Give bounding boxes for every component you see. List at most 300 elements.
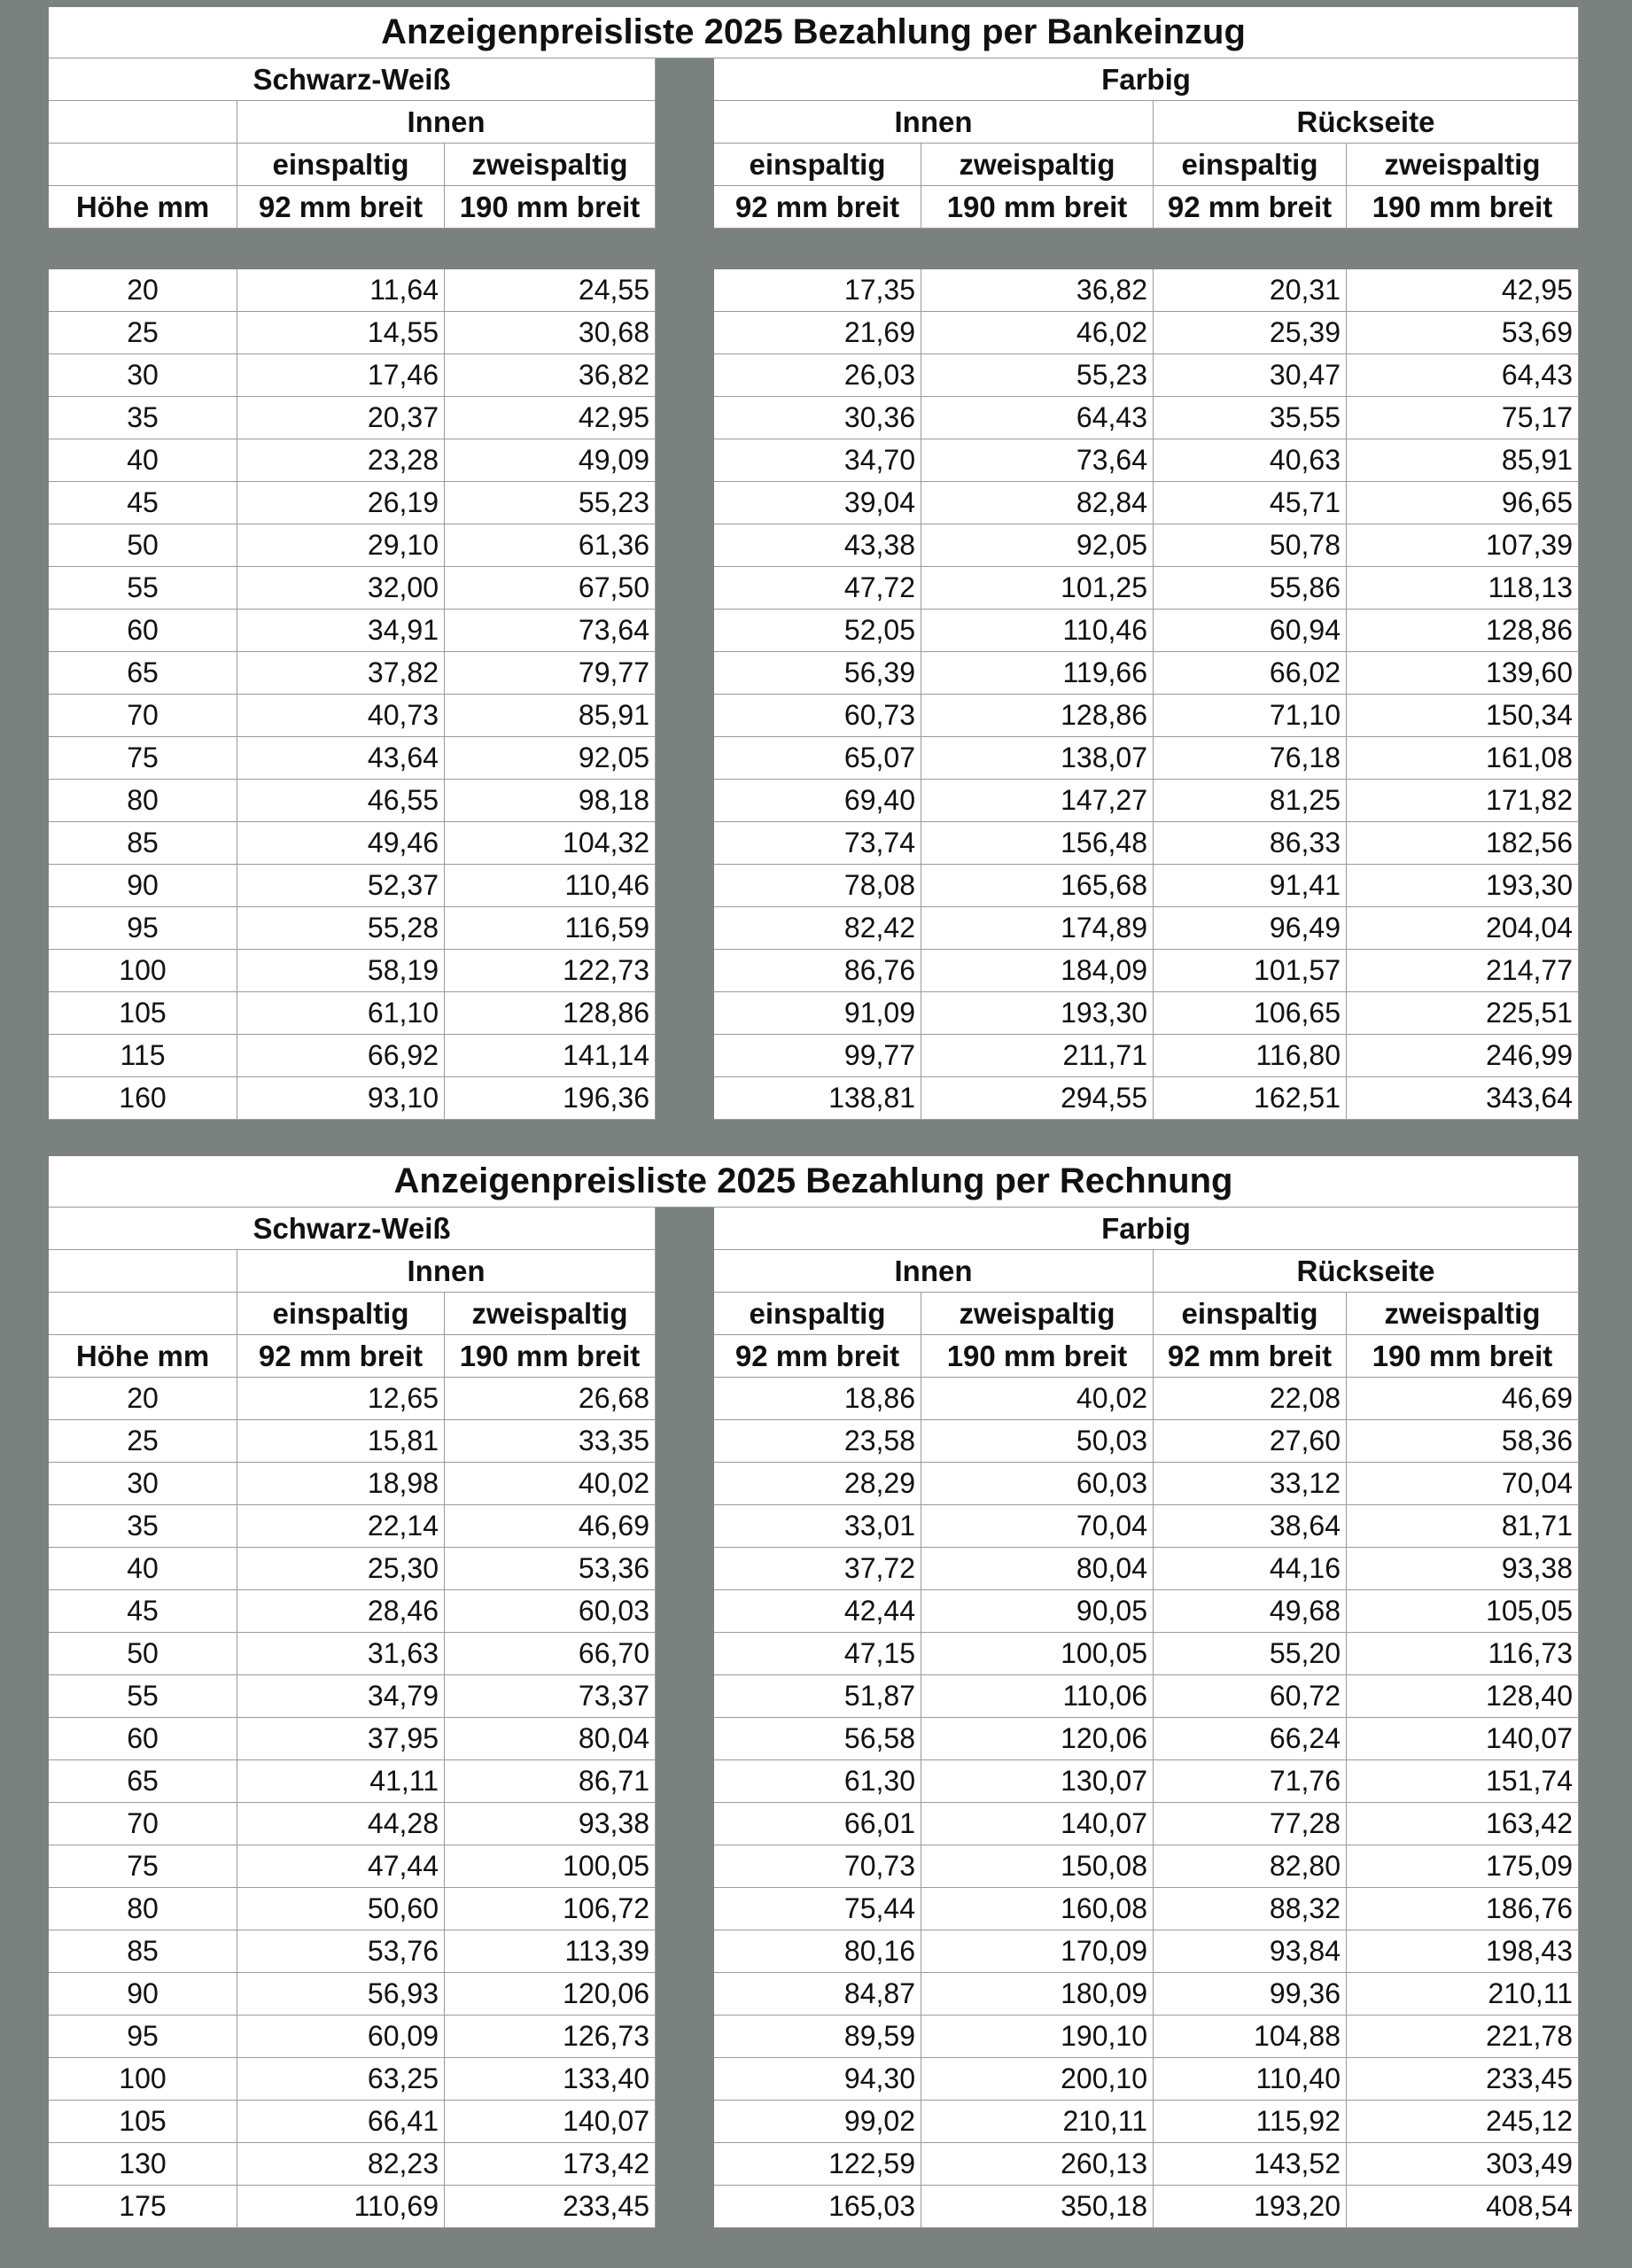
price-cell: 139,60 [1347,652,1579,695]
price-cell: 91,09 [714,992,921,1035]
price-cell: 81,25 [1154,780,1347,822]
price-cell: 73,64 [921,439,1154,482]
height-value: 20 [49,269,237,312]
price-cell: 101,25 [921,567,1154,610]
height-value: 65 [49,1760,237,1803]
height-value: 160 [49,1077,237,1120]
price-cell: 55,86 [1154,567,1347,610]
price-cell: 23,28 [237,439,445,482]
price-cell: 128,86 [445,992,656,1035]
price-cell: 55,23 [921,354,1154,397]
price-cell: 165,03 [714,2186,921,2228]
height-value: 70 [49,1803,237,1845]
price-cell: 110,06 [921,1675,1154,1718]
price-cell: 44,16 [1154,1548,1347,1590]
price-cell: 128,40 [1347,1675,1579,1718]
height-value: 130 [49,2143,237,2186]
price-cell: 150,34 [1347,695,1579,737]
price-cell: 37,95 [237,1718,445,1760]
price-cell: 80,04 [921,1548,1154,1590]
price-cell: 85,91 [445,695,656,737]
price-cell: 80,16 [714,1930,921,1973]
price-cell: 14,55 [237,312,445,354]
price-cell: 35,55 [1154,397,1347,439]
price-cell: 42,44 [714,1590,921,1633]
price-cell: 60,94 [1154,610,1347,652]
price-cell: 175,09 [1347,1845,1579,1888]
height-value: 65 [49,652,237,695]
price-cell: 92,05 [921,524,1154,567]
header-hoehe: Höhe mm [49,1335,237,1378]
price-cell: 210,11 [1347,1973,1579,2016]
price-cell: 66,24 [1154,1718,1347,1760]
price-cell: 31,63 [237,1633,445,1675]
price-cell: 89,59 [714,2016,921,2058]
price-cell: 115,92 [1154,2101,1347,2143]
price-cell: 90,05 [921,1590,1154,1633]
price-cell: 85,91 [1347,439,1579,482]
price-cell: 150,08 [921,1845,1154,1888]
price-cell: 221,78 [1347,2016,1579,2058]
price-cell: 26,19 [237,482,445,524]
price-cell: 28,46 [237,1590,445,1633]
price-cell: 96,49 [1154,907,1347,950]
price-cell: 37,82 [237,652,445,695]
price-cell: 200,10 [921,2058,1154,2101]
header-width-w92: 92 mm breit [1154,1335,1347,1378]
price-cell: 55,23 [445,482,656,524]
price-cell: 15,81 [237,1420,445,1463]
price-cell: 18,86 [714,1378,921,1420]
price-cell: 245,12 [1347,2101,1579,2143]
price-cell: 73,64 [445,610,656,652]
price-cell: 141,14 [445,1035,656,1077]
header-zweispaltig: zweispaltig [1347,1293,1579,1335]
price-cell: 52,05 [714,610,921,652]
height-value: 45 [49,482,237,524]
price-cell: 24,55 [445,269,656,312]
header-einspaltig: einspaltig [714,144,921,186]
price-cell: 303,49 [1347,2143,1579,2186]
price-cell: 69,40 [714,780,921,822]
price-cell: 186,76 [1347,1888,1579,1930]
price-cell: 170,09 [921,1930,1154,1973]
price-cell: 99,36 [1154,1973,1347,2016]
price-cell: 11,64 [237,269,445,312]
header-empty [49,1293,237,1335]
price-cell: 193,20 [1154,2186,1347,2228]
price-cell: 93,10 [237,1077,445,1120]
price-cell: 23,58 [714,1420,921,1463]
header-zweispaltig: zweispaltig [445,1293,656,1335]
price-cell: 101,57 [1154,950,1347,992]
price-cell: 46,69 [445,1505,656,1548]
price-cell: 40,02 [445,1463,656,1505]
price-cell: 60,73 [714,695,921,737]
height-value: 25 [49,312,237,354]
price-cell: 343,64 [1347,1077,1579,1120]
price-cell: 110,40 [1154,2058,1347,2101]
price-cell: 60,03 [445,1590,656,1633]
height-value: 35 [49,397,237,439]
height-value: 85 [49,1930,237,1973]
price-cell: 56,58 [714,1718,921,1760]
price-cell: 61,10 [237,992,445,1035]
price-cell: 110,69 [237,2186,445,2228]
price-cell: 60,03 [921,1463,1154,1505]
price-cell: 88,32 [1154,1888,1347,1930]
price-cell: 86,33 [1154,822,1347,865]
price-cell: 66,02 [1154,652,1347,695]
price-cell: 294,55 [921,1077,1154,1120]
price-cell: 73,74 [714,822,921,865]
height-value: 105 [49,992,237,1035]
header-rueckseite: Rückseite [1154,1250,1579,1293]
price-cell: 66,92 [237,1035,445,1077]
header-zweispaltig: zweispaltig [1347,144,1579,186]
price-cell: 61,36 [445,524,656,567]
price-cell: 93,38 [445,1803,656,1845]
price-cell: 190,10 [921,2016,1154,2058]
price-cell: 22,08 [1154,1378,1347,1420]
price-cell: 86,76 [714,950,921,992]
price-cell: 100,05 [445,1845,656,1888]
price-cell: 163,42 [1347,1803,1579,1845]
height-value: 35 [49,1505,237,1548]
header-width-w92: 92 mm breit [237,186,445,229]
price-cell: 79,77 [445,652,656,695]
height-value: 45 [49,1590,237,1633]
height-value: 70 [49,695,237,737]
price-cell: 37,72 [714,1548,921,1590]
price-cell: 58,19 [237,950,445,992]
price-cell: 46,02 [921,312,1154,354]
price-cell: 70,04 [921,1505,1154,1548]
price-cell: 49,46 [237,822,445,865]
height-value: 175 [49,2186,237,2228]
height-value: 115 [49,1035,237,1077]
height-value: 60 [49,1718,237,1760]
header-zweispaltig: zweispaltig [445,144,656,186]
height-value: 75 [49,737,237,780]
price-cell: 82,80 [1154,1845,1347,1888]
header-farbig: Farbig [714,58,1579,101]
header-divider [49,229,1579,269]
price-cell: 104,32 [445,822,656,865]
price-cell: 67,50 [445,567,656,610]
price-cell: 100,05 [921,1633,1154,1675]
price-cell: 180,09 [921,1973,1154,2016]
header-schwarz-weiss: Schwarz-Weiß [49,1208,656,1250]
price-cell: 61,30 [714,1760,921,1803]
price-cell: 78,08 [714,865,921,907]
price-cell: 44,28 [237,1803,445,1845]
price-cell: 20,37 [237,397,445,439]
price-cell: 42,95 [445,397,656,439]
price-cell: 82,84 [921,482,1154,524]
price-cell: 46,55 [237,780,445,822]
price-cell: 233,45 [1347,2058,1579,2101]
price-cell: 42,95 [1347,269,1579,312]
price-cell: 120,06 [921,1718,1154,1760]
price-cell: 225,51 [1347,992,1579,1035]
header-hoehe: Höhe mm [49,186,237,229]
header-width-w92: 92 mm breit [714,1335,921,1378]
header-empty [49,144,237,186]
height-value: 80 [49,780,237,822]
price-cell: 105,05 [1347,1590,1579,1633]
price-cell: 56,93 [237,1973,445,2016]
price-cell: 22,14 [237,1505,445,1548]
price-cell: 56,39 [714,652,921,695]
price-cell: 81,71 [1347,1505,1579,1548]
price-cell: 210,11 [921,2101,1154,2143]
price-cell: 173,42 [445,2143,656,2186]
header-width-w190: 190 mm breit [1347,186,1579,229]
header-width-w190: 190 mm breit [445,1335,656,1378]
price-cell: 77,28 [1154,1803,1347,1845]
height-value: 50 [49,1633,237,1675]
header-einspaltig: einspaltig [237,144,445,186]
header-width-w190: 190 mm breit [445,186,656,229]
height-value: 25 [49,1420,237,1463]
price-cell: 17,46 [237,354,445,397]
price-cell: 71,76 [1154,1760,1347,1803]
price-cell: 45,71 [1154,482,1347,524]
price-cell: 99,77 [714,1035,921,1077]
price-cell: 147,27 [921,780,1154,822]
price-cell: 55,28 [237,907,445,950]
price-cell: 32,00 [237,567,445,610]
price-cell: 98,18 [445,780,656,822]
price-cell: 33,12 [1154,1463,1347,1505]
price-cell: 182,56 [1347,822,1579,865]
price-cell: 66,70 [445,1633,656,1675]
height-value: 90 [49,1973,237,2016]
price-cell: 47,15 [714,1633,921,1675]
price-cell: 25,39 [1154,312,1347,354]
price-cell: 165,68 [921,865,1154,907]
height-value: 75 [49,1845,237,1888]
price-cell: 86,71 [445,1760,656,1803]
price-cell: 43,38 [714,524,921,567]
price-cell: 93,38 [1347,1548,1579,1590]
price-cell: 161,08 [1347,737,1579,780]
header-innen-farbig: Innen [714,101,1154,144]
price-cell: 140,07 [921,1803,1154,1845]
price-cell: 12,65 [237,1378,445,1420]
header-zweispaltig: zweispaltig [921,144,1154,186]
price-cell: 110,46 [921,610,1154,652]
price-cell: 40,73 [237,695,445,737]
price-cell: 143,52 [1154,2143,1347,2186]
price-cell: 193,30 [1347,865,1579,907]
price-cell: 162,51 [1154,1077,1347,1120]
header-farbig: Farbig [714,1208,1579,1250]
price-cell: 350,18 [921,2186,1154,2228]
height-value: 30 [49,354,237,397]
price-cell: 126,73 [445,2016,656,2058]
height-value: 50 [49,524,237,567]
price-cell: 214,77 [1347,950,1579,992]
price-cell: 160,08 [921,1888,1154,1930]
height-value: 30 [49,1463,237,1505]
price-cell: 66,41 [237,2101,445,2143]
height-value: 55 [49,567,237,610]
price-cell: 63,25 [237,2058,445,2101]
price-cell: 196,36 [445,1077,656,1120]
height-value: 20 [49,1378,237,1420]
price-cell: 133,40 [445,2058,656,2101]
price-cell: 60,09 [237,2016,445,2058]
header-rueckseite: Rückseite [1154,101,1579,144]
price-cell: 70,73 [714,1845,921,1888]
price-cell: 260,13 [921,2143,1154,2186]
price-cell: 36,82 [445,354,656,397]
header-schwarz-weiss: Schwarz-Weiß [49,58,656,101]
price-cell: 53,76 [237,1930,445,1973]
price-cell: 171,82 [1347,780,1579,822]
price-cell: 156,48 [921,822,1154,865]
price-cell: 116,73 [1347,1633,1579,1675]
price-cell: 65,07 [714,737,921,780]
price-cell: 118,13 [1347,567,1579,610]
price-cell: 47,44 [237,1845,445,1888]
header-einspaltig: einspaltig [237,1293,445,1335]
price-cell: 27,60 [1154,1420,1347,1463]
header-innen-farbig: Innen [714,1250,1154,1293]
price-cell: 140,07 [445,2101,656,2143]
price-cell: 49,09 [445,439,656,482]
price-cell: 99,02 [714,2101,921,2143]
price-cell: 30,68 [445,312,656,354]
price-cell: 26,03 [714,354,921,397]
header-einspaltig: einspaltig [714,1293,921,1335]
price-cell: 116,59 [445,907,656,950]
price-cell: 21,69 [714,312,921,354]
header-innen-bw: Innen [237,101,656,144]
header-width-w190: 190 mm breit [921,186,1154,229]
price-cell: 184,09 [921,950,1154,992]
price-cell: 58,36 [1347,1420,1579,1463]
price-cell: 66,01 [714,1803,921,1845]
header-empty [49,101,237,144]
price-cell: 93,84 [1154,1930,1347,1973]
price-cell: 211,71 [921,1035,1154,1077]
price-cell: 80,04 [445,1718,656,1760]
header-zweispaltig: zweispaltig [921,1293,1154,1335]
height-value: 55 [49,1675,237,1718]
price-cell: 233,45 [445,2186,656,2228]
price-cell: 33,01 [714,1505,921,1548]
price-cell: 140,07 [1347,1718,1579,1760]
column-divider [656,1208,714,2228]
header-width-w92: 92 mm breit [237,1335,445,1378]
price-cell: 40,63 [1154,439,1347,482]
price-cell: 18,98 [237,1463,445,1505]
price-cell: 91,41 [1154,865,1347,907]
price-cell: 75,17 [1347,397,1579,439]
price-cell: 55,20 [1154,1633,1347,1675]
price-cell: 50,78 [1154,524,1347,567]
price-cell: 34,70 [714,439,921,482]
header-einspaltig: einspaltig [1154,1293,1347,1335]
height-value: 105 [49,2101,237,2143]
price-cell: 82,23 [237,2143,445,2186]
height-value: 90 [49,865,237,907]
price-cell: 20,31 [1154,269,1347,312]
price-cell: 73,37 [445,1675,656,1718]
price-cell: 174,89 [921,907,1154,950]
table-title: Anzeigenpreisliste 2025 Bezahlung per Bankeinzug [49,7,1579,58]
price-cell: 128,86 [1347,610,1579,652]
price-cell: 53,36 [445,1548,656,1590]
price-cell: 130,07 [921,1760,1154,1803]
price-cell: 50,03 [921,1420,1154,1463]
header-empty [49,1250,237,1293]
height-value: 95 [49,907,237,950]
header-einspaltig: einspaltig [1154,144,1347,186]
height-value: 40 [49,1548,237,1590]
column-divider [656,58,714,1120]
height-value: 100 [49,2058,237,2101]
price-cell: 122,73 [445,950,656,992]
price-cell: 34,91 [237,610,445,652]
price-cell: 30,36 [714,397,921,439]
price-cell: 70,04 [1347,1463,1579,1505]
height-value: 40 [49,439,237,482]
price-cell: 50,60 [237,1888,445,1930]
price-cell: 33,35 [445,1420,656,1463]
price-cell: 51,87 [714,1675,921,1718]
price-cell: 82,42 [714,907,921,950]
price-cell: 75,44 [714,1888,921,1930]
header-width-w190: 190 mm breit [921,1335,1154,1378]
header-width-w92: 92 mm breit [714,186,921,229]
price-cell: 246,99 [1347,1035,1579,1077]
height-value: 60 [49,610,237,652]
price-cell: 28,29 [714,1463,921,1505]
price-cell: 46,69 [1347,1378,1579,1420]
price-cell: 92,05 [445,737,656,780]
price-cell: 64,43 [1347,354,1579,397]
price-cell: 84,87 [714,1973,921,2016]
header-innen-bw: Innen [237,1250,656,1293]
header-width-w92: 92 mm breit [1154,186,1347,229]
price-cell: 122,59 [714,2143,921,2186]
price-cell: 38,64 [1154,1505,1347,1548]
price-cell: 204,04 [1347,907,1579,950]
price-cell: 151,74 [1347,1760,1579,1803]
price-cell: 138,81 [714,1077,921,1120]
price-cell: 193,30 [921,992,1154,1035]
price-cell: 119,66 [921,652,1154,695]
price-cell: 64,43 [921,397,1154,439]
height-value: 85 [49,822,237,865]
price-cell: 408,54 [1347,2186,1579,2228]
price-cell: 39,04 [714,482,921,524]
price-cell: 60,72 [1154,1675,1347,1718]
price-cell: 52,37 [237,865,445,907]
price-cell: 106,65 [1154,992,1347,1035]
price-cell: 128,86 [921,695,1154,737]
price-cell: 29,10 [237,524,445,567]
height-value: 100 [49,950,237,992]
price-cell: 40,02 [921,1378,1154,1420]
price-cell: 26,68 [445,1378,656,1420]
price-cell: 94,30 [714,2058,921,2101]
price-cell: 30,47 [1154,354,1347,397]
